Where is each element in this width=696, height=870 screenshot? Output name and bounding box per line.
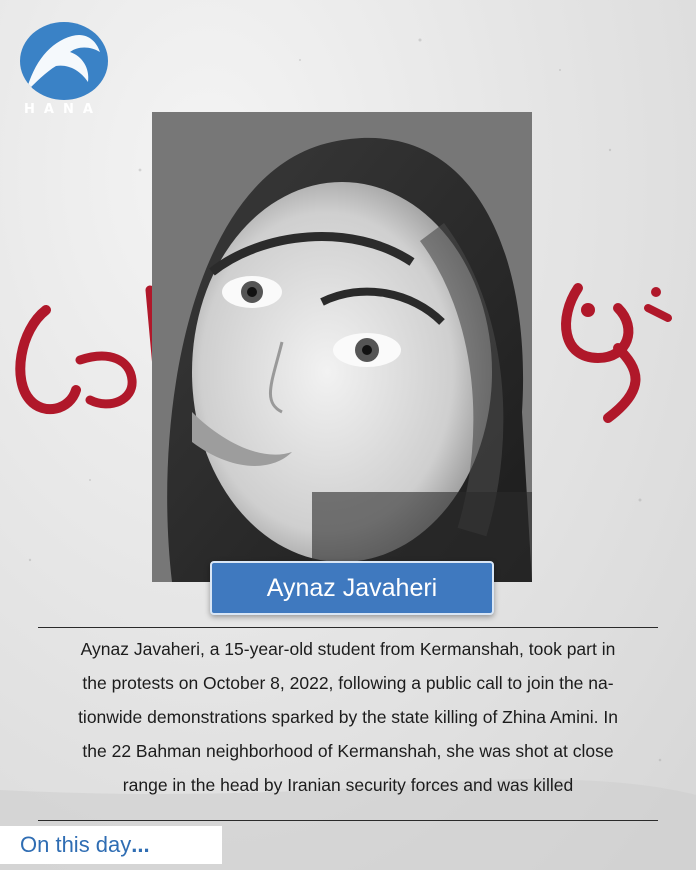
- on-this-day-text: On this day: [20, 832, 132, 857]
- description-line: tionwide demonstrations sparked by the state killing of Zhina Amini. In: [78, 707, 618, 727]
- description-line: range in the head by Iranian security forces and was killed: [122, 775, 574, 795]
- description-line: the 22 Bahman neighborhood of Kermanshah, she was shot at close: [82, 741, 614, 761]
- hana-logo: [20, 22, 112, 118]
- portrait-illustration: [152, 112, 532, 582]
- on-this-day-label: [0, 826, 222, 864]
- name-tag: [210, 561, 494, 615]
- portrait: [152, 112, 532, 582]
- description-line: Aynaz Javaheri, a 15-year-old student from Kermanshah, took part in: [80, 639, 616, 659]
- description-line: the protests on October 8, 2022, following a public call to join the na-: [82, 673, 614, 693]
- bottom-divider: [38, 820, 658, 821]
- dove-icon: [20, 22, 108, 100]
- on-this-day-ellipsis: ...: [131, 832, 150, 857]
- logo-text: HANA: [24, 102, 102, 117]
- top-divider: [38, 627, 658, 628]
- graffiti-right: [548, 278, 696, 428]
- name-label: Aynaz Javaheri: [266, 573, 438, 602]
- description: [30, 632, 666, 802]
